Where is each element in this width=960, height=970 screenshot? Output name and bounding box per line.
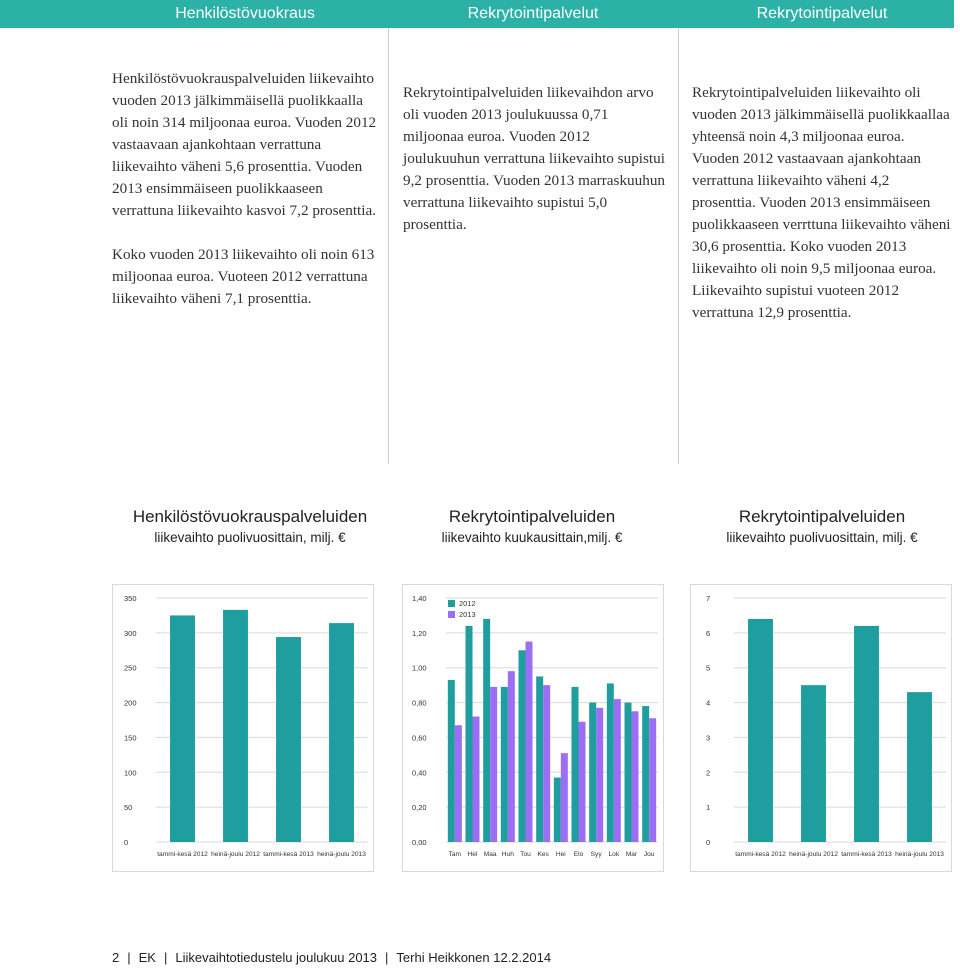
- y-tick-label: 6: [706, 628, 711, 638]
- x-tick-label: tammi-kesä 2012: [157, 851, 208, 858]
- y-tick-label: 250: [124, 663, 137, 673]
- paragraph: Koko vuoden 2013 liikevaihto oli noin 613 miljoonaa euroa. Vuoteen 2012 verrattuna liikevaihto väheni 7,1 prosenttia.: [112, 246, 375, 307]
- y-tick-label: 350: [124, 594, 137, 603]
- x-tick-label: Huh: [501, 851, 514, 858]
- bar: [329, 623, 354, 842]
- x-tick-label: heinä-joulu 2012: [789, 851, 838, 858]
- y-tick-label: 150: [124, 733, 137, 743]
- legend-swatch: [448, 611, 455, 618]
- header-tab-rekrytointipalvelut-2: Rekrytointipalvelut: [756, 5, 888, 22]
- chart-subtitle: liikevaihto puolivuosittain, milj. €: [154, 530, 346, 545]
- chart-title-1: [100, 506, 400, 548]
- text-column-2: [403, 82, 665, 236]
- y-tick-label: 1,40: [412, 594, 427, 603]
- text-column-3: [692, 82, 954, 324]
- chart-subtitle: liikevaihto kuukausittain,milj. €: [441, 530, 623, 545]
- bar: [536, 676, 543, 842]
- bar: [483, 619, 490, 842]
- x-tick-label: tammi-kesä 2013: [841, 851, 892, 858]
- chart-border: [403, 585, 664, 872]
- bar: [519, 650, 526, 842]
- bar: [561, 753, 568, 842]
- bar: [801, 685, 826, 842]
- x-tick-label: tammi-kesä 2013: [263, 851, 314, 858]
- bar: [572, 687, 579, 842]
- chart-rekrytointi-kuukausittain: [402, 584, 664, 872]
- bar: [607, 683, 614, 842]
- x-tick-label: Hel: [467, 851, 478, 858]
- chart-henkilostovuokraus-puolivuosittain: [112, 584, 374, 872]
- bar: [508, 671, 515, 842]
- x-tick-label: Syy: [590, 851, 602, 858]
- bar: [455, 725, 462, 842]
- bar: [625, 703, 632, 842]
- y-tick-label: 200: [124, 698, 137, 708]
- x-tick-label: tammi-kesä 2012: [735, 851, 786, 858]
- y-tick-label: 50: [124, 803, 133, 813]
- chart-title: Henkilöstövuokrauspalveluiden: [132, 507, 368, 526]
- footer-document: Liikevaihtotiedustelu joulukuu 2013: [175, 950, 378, 965]
- footer-author: Terhi Heikkonen 12.2.2014: [396, 950, 552, 965]
- y-tick-label: 1,20: [412, 628, 427, 638]
- chart-title-3: [672, 506, 960, 548]
- y-tick-label: 0,20: [412, 803, 427, 813]
- chart-title-2: [382, 506, 682, 548]
- y-tick-label: 5: [706, 663, 711, 673]
- y-tick-label: 0: [706, 838, 711, 847]
- paragraph: Rekrytointipalveluiden liikevaihdon arvo oli vuoden 2013 joulukuussa 0,71 miljoonaa euroa. Vuoden 2012 joulukuuhun verrattuna liikevaihto supistui 9,2 prosenttia. Vuoden 2013 marraskuuhun verrattuna liikevaihto supistui 5,0 prosenttia.: [403, 84, 666, 233]
- chart-rekrytointi-puolivuosittain: [690, 584, 952, 872]
- y-tick-label: 0,40: [412, 768, 427, 778]
- legend-label: 2012: [459, 599, 476, 608]
- y-tick-label: 1: [706, 803, 711, 813]
- x-tick-label: Mar: [625, 851, 638, 858]
- x-tick-label: Tou: [520, 851, 531, 858]
- bar: [170, 615, 195, 842]
- y-tick-label: 2: [706, 768, 711, 778]
- y-tick-label: 7: [706, 594, 711, 603]
- page-footer: 2 | EK | Liikevaihtotiedustelu joulukuu 2013 | Terhi Heikkonen 12.2.2014: [112, 950, 552, 965]
- header-tab-rekrytointipalvelut-1: Rekrytointipalvelut: [467, 5, 599, 22]
- y-tick-label: 0,00: [412, 838, 427, 847]
- y-tick-label: 100: [124, 768, 137, 778]
- paragraph: Henkilöstövuokrauspalveluiden liikevaihto vuoden 2013 jälkimmäisellä puolikkaalla oli noin 314 miljoonaa euroa. Vuoden 2012 vastaavaan ajankohtaan verrattuna liikevaihto väheni 5,6 prosenttia. Vuoden 2013 ensimmäiseen puolikkaaseen verrattuna liikevaihto kasvoi 7,2 prosenttia.: [112, 70, 377, 219]
- column-divider-2: [678, 28, 679, 464]
- y-tick-label: 0: [124, 838, 129, 847]
- bar: [632, 711, 639, 842]
- legend-label: 2013: [459, 610, 476, 619]
- x-tick-label: Elo: [573, 851, 584, 858]
- bar: [554, 778, 561, 842]
- bar: [748, 619, 773, 842]
- y-tick-label: 0,80: [412, 698, 427, 708]
- bar: [526, 642, 533, 842]
- bar: [907, 692, 932, 842]
- x-tick-label: Maa: [483, 851, 497, 858]
- chart-title: Rekrytointipalveluiden: [738, 507, 906, 526]
- bar: [448, 680, 455, 842]
- y-tick-label: 1,00: [412, 663, 427, 673]
- bar: [223, 610, 248, 842]
- bar: [579, 722, 586, 842]
- column-divider-1: [388, 28, 389, 464]
- footer-org: EK: [138, 950, 156, 965]
- chart-svg: [402, 584, 664, 872]
- x-tick-label: heinä-joulu 2013: [317, 851, 366, 858]
- x-tick-label: Lok: [608, 851, 620, 858]
- bar: [649, 718, 656, 842]
- text-column-1: [112, 68, 378, 310]
- bar: [466, 626, 473, 842]
- bar: [543, 685, 550, 842]
- bar: [642, 706, 649, 842]
- y-tick-label: 0,60: [412, 733, 427, 743]
- chart-title: Rekrytointipalveluiden: [448, 507, 616, 526]
- bar: [596, 708, 603, 842]
- paragraph: Rekrytointipalveluiden liikevaihto oli vuoden 2013 jälkimmäisellä puolikkaallaa yhteensä noin 4,3 miljoonaa euroa. Vuoden 2012 vastaavaan ajankohtaan verrattuna liikevaihto väheni 4,2 prosenttia. Vuoden 2013 ensimmäiseen puolikkaaseen verrttuna liikevaihto väheni 30,6 prosenttia. Koko vuoden 2013 liikevaihto oli noin 9,5 miljoonaa euroa. Liikevaihto supistui vuoteen 2012 verrattuna 12,9 prosenttia.: [692, 84, 951, 321]
- x-tick-label: Tam: [448, 851, 462, 858]
- bar: [854, 626, 879, 842]
- header-bar: [0, 0, 954, 28]
- x-tick-label: heinä-joulu 2013: [895, 851, 944, 858]
- chart-svg: [690, 584, 952, 872]
- x-tick-label: Hei: [555, 851, 566, 858]
- chart-svg: [112, 584, 374, 872]
- legend-swatch: [448, 600, 455, 607]
- bar: [473, 717, 480, 842]
- bar: [589, 703, 596, 842]
- bar: [501, 687, 508, 842]
- x-tick-label: Jou: [643, 851, 655, 858]
- chart-subtitle: liikevaihto puolivuosittain, milj. €: [726, 530, 918, 545]
- y-tick-label: 300: [124, 628, 137, 638]
- x-tick-label: Kes: [537, 851, 549, 858]
- x-tick-label: heinä-joulu 2012: [211, 851, 260, 858]
- bar: [276, 637, 301, 842]
- bar: [614, 699, 621, 842]
- bar: [490, 687, 497, 842]
- y-tick-label: 4: [706, 698, 711, 708]
- header-tab-henkilostovuokraus: Henkilöstövuokraus: [175, 5, 315, 22]
- page-number: 2: [112, 950, 120, 965]
- y-tick-label: 3: [706, 733, 711, 743]
